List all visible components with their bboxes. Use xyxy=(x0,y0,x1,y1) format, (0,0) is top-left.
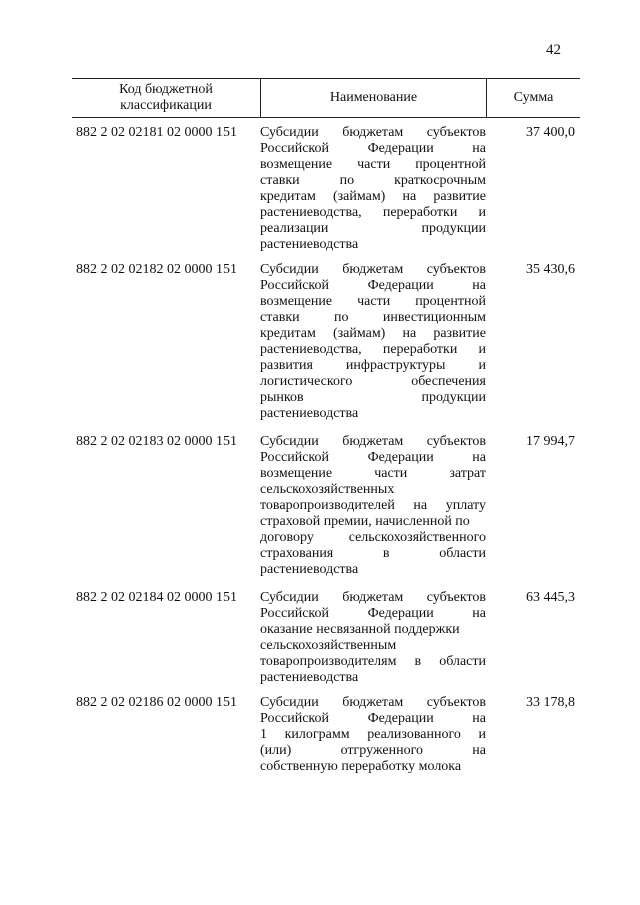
name-line xyxy=(260,390,486,406)
name-word: затрат xyxy=(449,466,486,481)
name-word: по xyxy=(339,173,355,188)
name-line xyxy=(260,141,486,157)
name-line xyxy=(260,498,486,514)
name-line xyxy=(260,450,486,466)
name-line xyxy=(260,125,486,141)
name-word: реализации xyxy=(260,221,329,236)
budget-code: 882 2 02 02183 02 0000 151 xyxy=(76,434,237,449)
name-word: страховой премии, начисленной по xyxy=(260,514,470,529)
amount: 33 178,8 xyxy=(526,695,575,710)
name-word: на xyxy=(472,743,486,758)
name-word: возмещение xyxy=(260,466,333,481)
name-word: килограмм xyxy=(284,727,350,742)
name-word: Российской xyxy=(260,450,329,465)
item-name xyxy=(260,590,486,686)
name-line xyxy=(260,562,486,578)
name-word: субъектов xyxy=(426,695,486,710)
name-line xyxy=(260,374,486,390)
name-word: сельскохозяйственных xyxy=(260,482,395,497)
name-word: Субсидии xyxy=(260,590,319,605)
name-word: инвестиционным xyxy=(382,310,486,325)
name-word: Российской xyxy=(260,606,329,621)
name-word: обеспечения xyxy=(411,374,486,389)
name-word: Российской xyxy=(260,711,329,726)
item-name xyxy=(260,434,486,578)
budget-code: 882 2 02 02182 02 0000 151 xyxy=(76,262,237,277)
name-word: бюджетам xyxy=(342,125,404,140)
item-name xyxy=(260,125,486,253)
name-word: на xyxy=(472,278,486,293)
name-word: растениеводства xyxy=(260,562,359,577)
name-word: развития xyxy=(260,358,313,373)
name-word: субъектов xyxy=(426,590,486,605)
name-line xyxy=(260,546,486,562)
name-line xyxy=(260,654,486,670)
name-word: уплату xyxy=(445,498,486,513)
header-code-line1: Код бюджетной xyxy=(119,82,213,97)
name-word: сельскохозяйственного xyxy=(348,530,486,545)
header-name: Наименование xyxy=(329,90,418,105)
name-line xyxy=(260,205,486,221)
budget-code: 882 2 02 02181 02 0000 151 xyxy=(76,125,237,140)
amount: 17 994,7 xyxy=(526,434,575,449)
name-line xyxy=(260,294,486,310)
name-word: и xyxy=(478,205,486,220)
table-header xyxy=(72,78,580,118)
name-word: кредитам xyxy=(260,326,316,341)
name-word: краткосрочным xyxy=(394,173,486,188)
name-word: процентной xyxy=(415,294,486,309)
name-word: продукции xyxy=(421,221,486,236)
name-word: в xyxy=(382,546,390,561)
name-word: на xyxy=(472,711,486,726)
name-word: сельскохозяйственным xyxy=(260,638,397,653)
name-word: Субсидии xyxy=(260,125,319,140)
amount: 35 430,6 xyxy=(526,262,575,277)
name-line xyxy=(260,262,486,278)
name-line xyxy=(260,326,486,342)
name-word: бюджетам xyxy=(342,695,404,710)
name-word: 1 xyxy=(260,727,267,742)
name-line xyxy=(260,622,486,638)
name-line xyxy=(260,695,486,711)
name-word: отгруженного xyxy=(340,743,423,758)
name-word: Федерации xyxy=(367,606,434,621)
name-word: (или) xyxy=(260,743,292,758)
name-word: и xyxy=(478,342,486,357)
name-word: части xyxy=(374,466,408,481)
name-word: (займам) xyxy=(332,326,386,341)
name-word: переработки xyxy=(382,205,458,220)
name-word: области xyxy=(439,654,486,669)
name-word: Субсидии xyxy=(260,434,319,449)
name-word: рынков xyxy=(260,390,304,405)
name-line xyxy=(260,727,486,743)
name-word: Федерации xyxy=(367,141,434,156)
item-name xyxy=(260,262,486,422)
name-word: субъектов xyxy=(426,434,486,449)
name-word: растениеводства xyxy=(260,670,359,685)
name-word: на xyxy=(402,189,417,204)
name-word: возмещение xyxy=(260,157,333,172)
name-word: переработки xyxy=(382,342,458,357)
name-word: части xyxy=(357,294,391,309)
name-word: ставки xyxy=(260,310,300,325)
budget-code: 882 2 02 02184 02 0000 151 xyxy=(76,590,237,605)
name-word: договору xyxy=(260,530,314,545)
amount: 63 445,3 xyxy=(526,590,575,605)
name-line xyxy=(260,157,486,173)
name-word: собственную переработку молока xyxy=(260,759,462,774)
name-line xyxy=(260,514,486,530)
name-word: продукции xyxy=(421,390,486,405)
name-word: товаропроизводителям xyxy=(260,654,397,669)
name-word: Российской xyxy=(260,278,329,293)
name-word: и xyxy=(478,727,486,742)
name-word: растениеводства xyxy=(260,237,359,252)
name-word: бюджетам xyxy=(342,590,404,605)
name-word: развитие xyxy=(433,326,486,341)
name-word: логистического xyxy=(260,374,353,389)
name-word: возмещение xyxy=(260,294,333,309)
name-word: субъектов xyxy=(426,125,486,140)
name-line xyxy=(260,221,486,237)
name-word: растениеводства, xyxy=(260,342,362,357)
name-word: на xyxy=(472,606,486,621)
name-word: оказание несвязанной поддержки xyxy=(260,622,460,637)
name-word: части xyxy=(357,157,391,172)
name-word: в xyxy=(414,654,422,669)
name-word: (займам) xyxy=(332,189,386,204)
name-word: ставки xyxy=(260,173,300,188)
name-line xyxy=(260,434,486,450)
name-word: товаропроизводителей xyxy=(260,498,395,513)
header-sum: Сумма xyxy=(513,90,554,105)
name-word: инфраструктуры xyxy=(345,358,446,373)
name-word: Федерации xyxy=(367,278,434,293)
name-word: развитие xyxy=(433,189,486,204)
item-name xyxy=(260,695,486,775)
name-line xyxy=(260,342,486,358)
name-line xyxy=(260,743,486,759)
name-word: растениеводства, xyxy=(260,205,362,220)
name-line xyxy=(260,759,486,775)
name-word: Российской xyxy=(260,141,329,156)
name-line xyxy=(260,638,486,654)
header-code-cell xyxy=(72,79,260,117)
name-word: на xyxy=(402,326,417,341)
name-word: страхования xyxy=(260,546,334,561)
name-word: области xyxy=(439,546,486,561)
name-line xyxy=(260,278,486,294)
name-line xyxy=(260,606,486,622)
name-line xyxy=(260,670,486,686)
name-word: реализованного xyxy=(367,727,461,742)
name-line xyxy=(260,590,486,606)
header-code-line2: классификации xyxy=(120,98,212,113)
name-word: субъектов xyxy=(426,262,486,277)
name-word: растениеводства xyxy=(260,406,359,421)
name-word: и xyxy=(478,358,486,373)
name-line xyxy=(260,530,486,546)
name-word: кредитам xyxy=(260,189,316,204)
name-word: процентной xyxy=(415,157,486,172)
header-sum-cell xyxy=(487,79,580,117)
name-word: по xyxy=(333,310,349,325)
name-word: Субсидии xyxy=(260,262,319,277)
header-name-cell xyxy=(261,79,486,117)
name-word: на xyxy=(472,450,486,465)
name-word: бюджетам xyxy=(342,262,404,277)
name-word: на xyxy=(413,498,428,513)
name-line xyxy=(260,237,486,253)
name-word: бюджетам xyxy=(342,434,404,449)
name-word: Федерации xyxy=(367,450,434,465)
name-line xyxy=(260,406,486,422)
name-line xyxy=(260,310,486,326)
name-word: Федерации xyxy=(367,711,434,726)
name-line xyxy=(260,358,486,374)
budget-code: 882 2 02 02186 02 0000 151 xyxy=(76,695,237,710)
name-line xyxy=(260,173,486,189)
name-line xyxy=(260,466,486,482)
name-line xyxy=(260,711,486,727)
name-line xyxy=(260,189,486,205)
name-word: Субсидии xyxy=(260,695,319,710)
page-number: 42 xyxy=(546,42,561,58)
amount: 37 400,0 xyxy=(526,125,575,140)
name-word: на xyxy=(472,141,486,156)
name-line xyxy=(260,482,486,498)
